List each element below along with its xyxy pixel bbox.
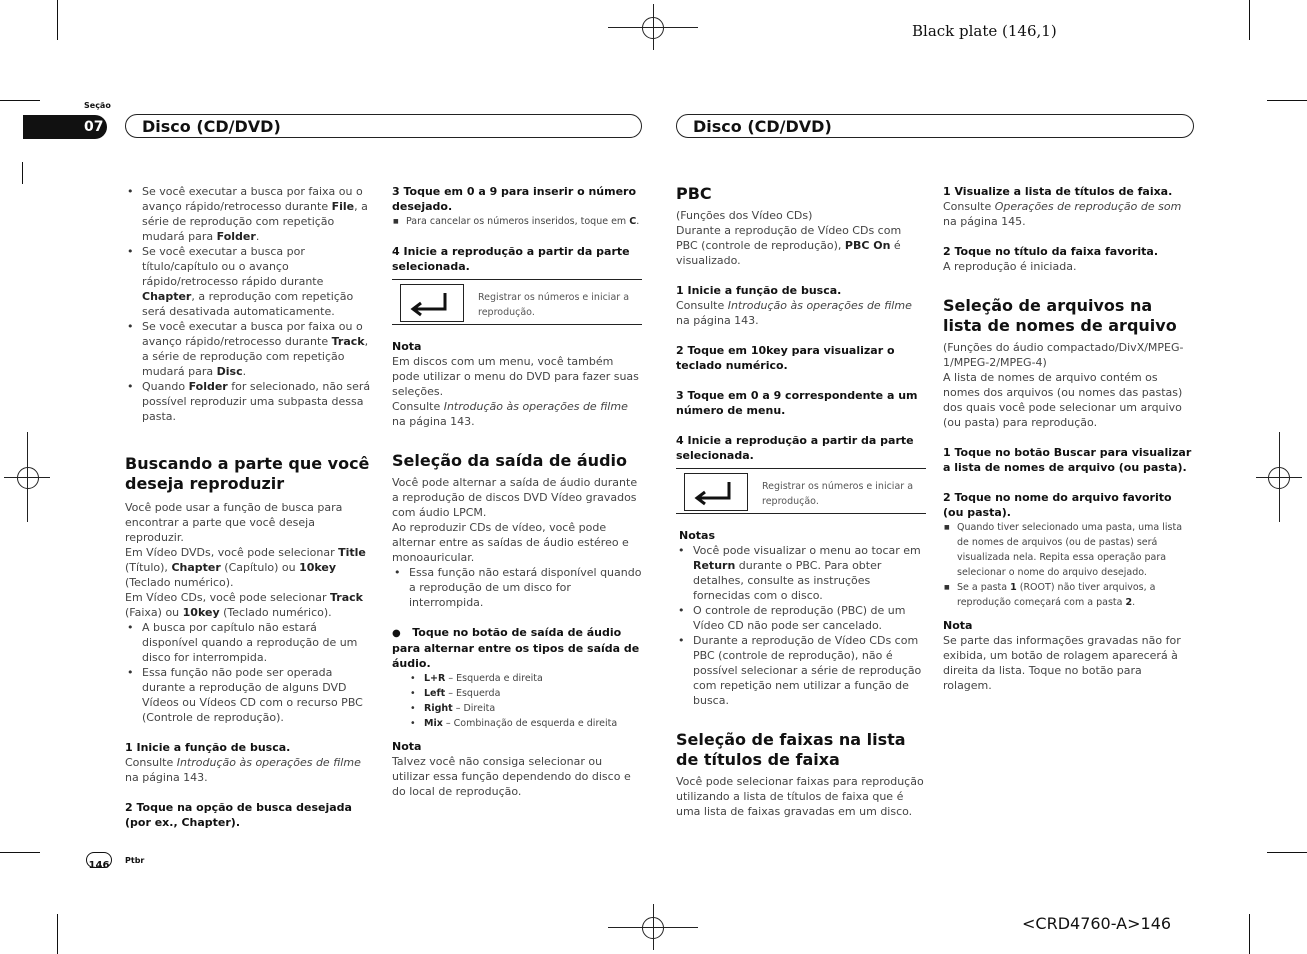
step-heading: 1 Inicie a função de busca. xyxy=(676,284,842,297)
crop-mark xyxy=(1267,852,1307,853)
paragraph: Você pode alternar a saída de áudio durante a reprodução de discos DVD Vídeo gravados com áudio LPCM. xyxy=(392,476,638,519)
key-box xyxy=(392,279,642,325)
bullet-list xyxy=(125,620,375,725)
return-arrow-icon xyxy=(685,474,747,510)
paragraph: Consulte Introdução às operações de filme na página 143. xyxy=(676,299,912,327)
note-title: Nota xyxy=(943,619,973,632)
list-item: • Essa função não estará disponível quando a reprodução de um disco for interrompida. xyxy=(392,565,642,610)
page-title: Disco (CD/DVD) xyxy=(693,117,832,136)
list-item: • L+R – Esquerda e direita xyxy=(408,671,642,686)
step-heading: 2 Toque no nome do arquivo favorito (ou pasta). xyxy=(943,491,1172,519)
column-1 xyxy=(125,184,375,830)
paragraph: Talvez você não consiga selecionar ou utilizar essa função dependendo do disco e do local de reprodução. xyxy=(392,755,631,798)
section-number: 07 xyxy=(84,119,104,135)
step-heading: 1 Inicie a função de busca. xyxy=(125,741,291,754)
crop-mark xyxy=(57,914,58,954)
paragraph: Você pode usar a função de busca para encontrar a parte que você deseja reproduzir. xyxy=(125,501,343,544)
crop-mark xyxy=(57,0,58,40)
step-heading: 1 Toque no botão Buscar para visualizar a lista de nomes de arquivo (ou pasta). xyxy=(943,446,1192,474)
document-code: <CRD4760-A>146 xyxy=(1022,914,1172,933)
return-key-button[interactable] xyxy=(684,473,748,511)
step-heading: ● Toque no botão de saída de áudio para alternar entre os tipos de saída de áudio. xyxy=(392,626,640,670)
return-arrow-icon xyxy=(401,285,463,321)
header-left xyxy=(125,114,642,138)
paragraph: Em Vídeo CDs, você pode selecionar Track (Faixa) ou 10key (Teclado numérico). xyxy=(125,591,363,619)
list-item: ■ Quando tiver selecionado uma pasta, uma lista de nomes de arquivos (ou de pastas) será visualizada nela. Repita essa operação para selecionar o nome do arquivo desejado. xyxy=(943,520,1193,580)
step-heading: 4 Inicie a reprodução a partir da parte selecionada. xyxy=(392,245,630,273)
step-heading: 2 Toque em 10key para visualizar o teclado numérico. xyxy=(676,344,895,372)
key-box-text: Registrar os números e iniciar a reprodução. xyxy=(478,292,630,318)
column-2 xyxy=(392,184,642,799)
language-label: Ptbr xyxy=(125,856,145,865)
header-right xyxy=(676,114,1194,138)
list-item: • Left – Esquerda xyxy=(408,686,642,701)
paragraph: Em discos com um menu, você também pode utilizar o menu do DVD para fazer suas seleções. xyxy=(392,355,639,398)
bullet-list xyxy=(676,543,926,708)
crop-mark xyxy=(1267,100,1307,101)
section-heading: PBC xyxy=(676,184,712,203)
list-item: • Se você executar a busca por faixa ou o avanço rápido/retrocesso durante File, a série de reprodução com repetição mudará para Folder. xyxy=(125,184,375,244)
list-item: • Quando Folder for selecionado, não será possível reproduzir uma subpasta dessa pasta. xyxy=(125,379,375,424)
note-title: Notas xyxy=(679,529,715,542)
key-box xyxy=(676,468,926,514)
column-3 xyxy=(676,184,926,819)
column-4 xyxy=(943,184,1193,693)
list-item: • Se você executar a busca por faixa ou o avanço rápido/retrocesso durante Track, a série de reprodução com repetição mudará para Disc. xyxy=(125,319,375,379)
paragraph: Consulte Introdução às operações de filme na página 143. xyxy=(125,756,361,784)
page-number: 146 xyxy=(88,860,110,871)
step-heading: 3 Toque em 0 a 9 para inserir o número desejado. xyxy=(392,185,637,213)
list-item: • Durante a reprodução de Vídeo CDs com PBC (controle de reprodução), não é possível selecionar a série de reprodução com repetição nem utilizar a função de busca. xyxy=(676,633,926,708)
bullet-list xyxy=(943,520,1193,610)
section-heading: Buscando a parte que você deseja reproduzir xyxy=(125,454,370,493)
return-key-button[interactable] xyxy=(400,284,464,322)
paragraph: (Funções do áudio compactado/DivX/MPEG-1/MPEG-2/MPEG-4) xyxy=(943,341,1184,369)
paragraph: Ao reproduzir CDs de vídeo, você pode alternar entre as saídas de áudio estéreo e monoauricular. xyxy=(392,521,629,564)
section-heading: Seleção de arquivos na lista de nomes de arquivo xyxy=(943,296,1177,335)
step-heading: 4 Inicie a reprodução a partir da parte selecionada. xyxy=(676,434,914,462)
list-item: • Mix – Combinação de esquerda e direita xyxy=(408,716,642,731)
note-title: Nota xyxy=(392,340,422,353)
crop-mark xyxy=(1249,0,1250,40)
section-heading: Seleção da saída de áudio xyxy=(392,451,627,470)
step-heading: 1 Visualize a lista de títulos de faixa. xyxy=(943,185,1173,198)
plate-label: Black plate (146,1) xyxy=(912,22,1057,40)
crop-mark xyxy=(0,100,40,101)
paragraph: A reprodução é iniciada. xyxy=(943,260,1077,273)
list-item: ■ Para cancelar os números inseridos, toque em C. xyxy=(392,214,642,229)
crop-mark xyxy=(1249,914,1250,954)
paragraph: Consulte Introdução às operações de filme na página 143. xyxy=(392,400,628,428)
bullet-list xyxy=(125,184,375,424)
bullet-list xyxy=(392,214,642,229)
list-item: ■ Se a pasta 1 (ROOT) não tiver arquivos, a reprodução começará com a pasta 2. xyxy=(943,580,1193,610)
paragraph: Você pode selecionar faixas para reprodução utilizando a lista de títulos de faixa que é uma lista de faixas gravadas em um disco. xyxy=(676,775,924,818)
step-heading: 2 Toque no título da faixa favorita. xyxy=(943,245,1159,258)
paragraph: A lista de nomes de arquivo contém os nomes dos arquivos (ou nomes das pastas) dos quais você pode selecionar um arquivo (ou pasta) para reprodução. xyxy=(943,371,1183,429)
step-heading: 2 Toque na opção de busca desejada (por ex., Chapter). xyxy=(125,801,352,829)
crop-mark xyxy=(0,852,40,853)
paragraph: Se parte das informações gravadas não for exibida, um botão de rolagem aparecerá à direita da lista. Toque no botão para rolagem. xyxy=(943,634,1181,692)
crop-mark xyxy=(22,162,23,184)
list-item: • Você pode visualizar o menu ao tocar em Return durante o PBC. Para obter detalhes, consulte as instruções fornecidas com o disco. xyxy=(676,543,926,603)
paragraph: Consulte Operações de reprodução de som na página 145. xyxy=(943,200,1182,228)
list-item: • Essa função não pode ser operada durante a reprodução de alguns DVD Vídeos ou Vídeos CD com o recurso PBC (Controle de reprodução). xyxy=(125,665,375,725)
list-item: • Se você executar a busca por título/capítulo ou o avanço rápido/retrocesso rápido durante Chapter, a reprodução com repetição será desativada automaticamente. xyxy=(125,244,375,319)
step-heading: 3 Toque em 0 a 9 correspondente a um número de menu. xyxy=(676,389,918,417)
key-box-text: Registrar os números e iniciar a reprodução. xyxy=(762,481,914,507)
list-item: • Right – Direita xyxy=(408,701,642,716)
section-heading: Seleção de faixas na lista de títulos de faixa xyxy=(676,730,906,769)
list-item: • O controle de reprodução (PBC) de um Vídeo CD não pode ser cancelado. xyxy=(676,603,926,633)
bullet-list xyxy=(392,565,642,610)
section-label: Seção xyxy=(84,101,111,110)
section-number-badge xyxy=(23,115,107,139)
paragraph: Durante a reprodução de Vídeo CDs com PBC (controle de reprodução), PBC On é visualizado. xyxy=(676,224,902,267)
paragraph: (Funções dos Vídeo CDs) xyxy=(676,209,813,222)
page-number-badge xyxy=(86,852,112,871)
paragraph: Em Vídeo DVDs, você pode selecionar Title (Título), Chapter (Capítulo) ou 10key (Teclado numérico). xyxy=(125,546,366,589)
audio-options-list xyxy=(408,671,642,731)
note-title: Nota xyxy=(392,740,422,753)
page-title: Disco (CD/DVD) xyxy=(142,117,281,136)
list-item: • A busca por capítulo não estará disponível quando a reprodução de um disco for interrompida. xyxy=(125,620,375,665)
